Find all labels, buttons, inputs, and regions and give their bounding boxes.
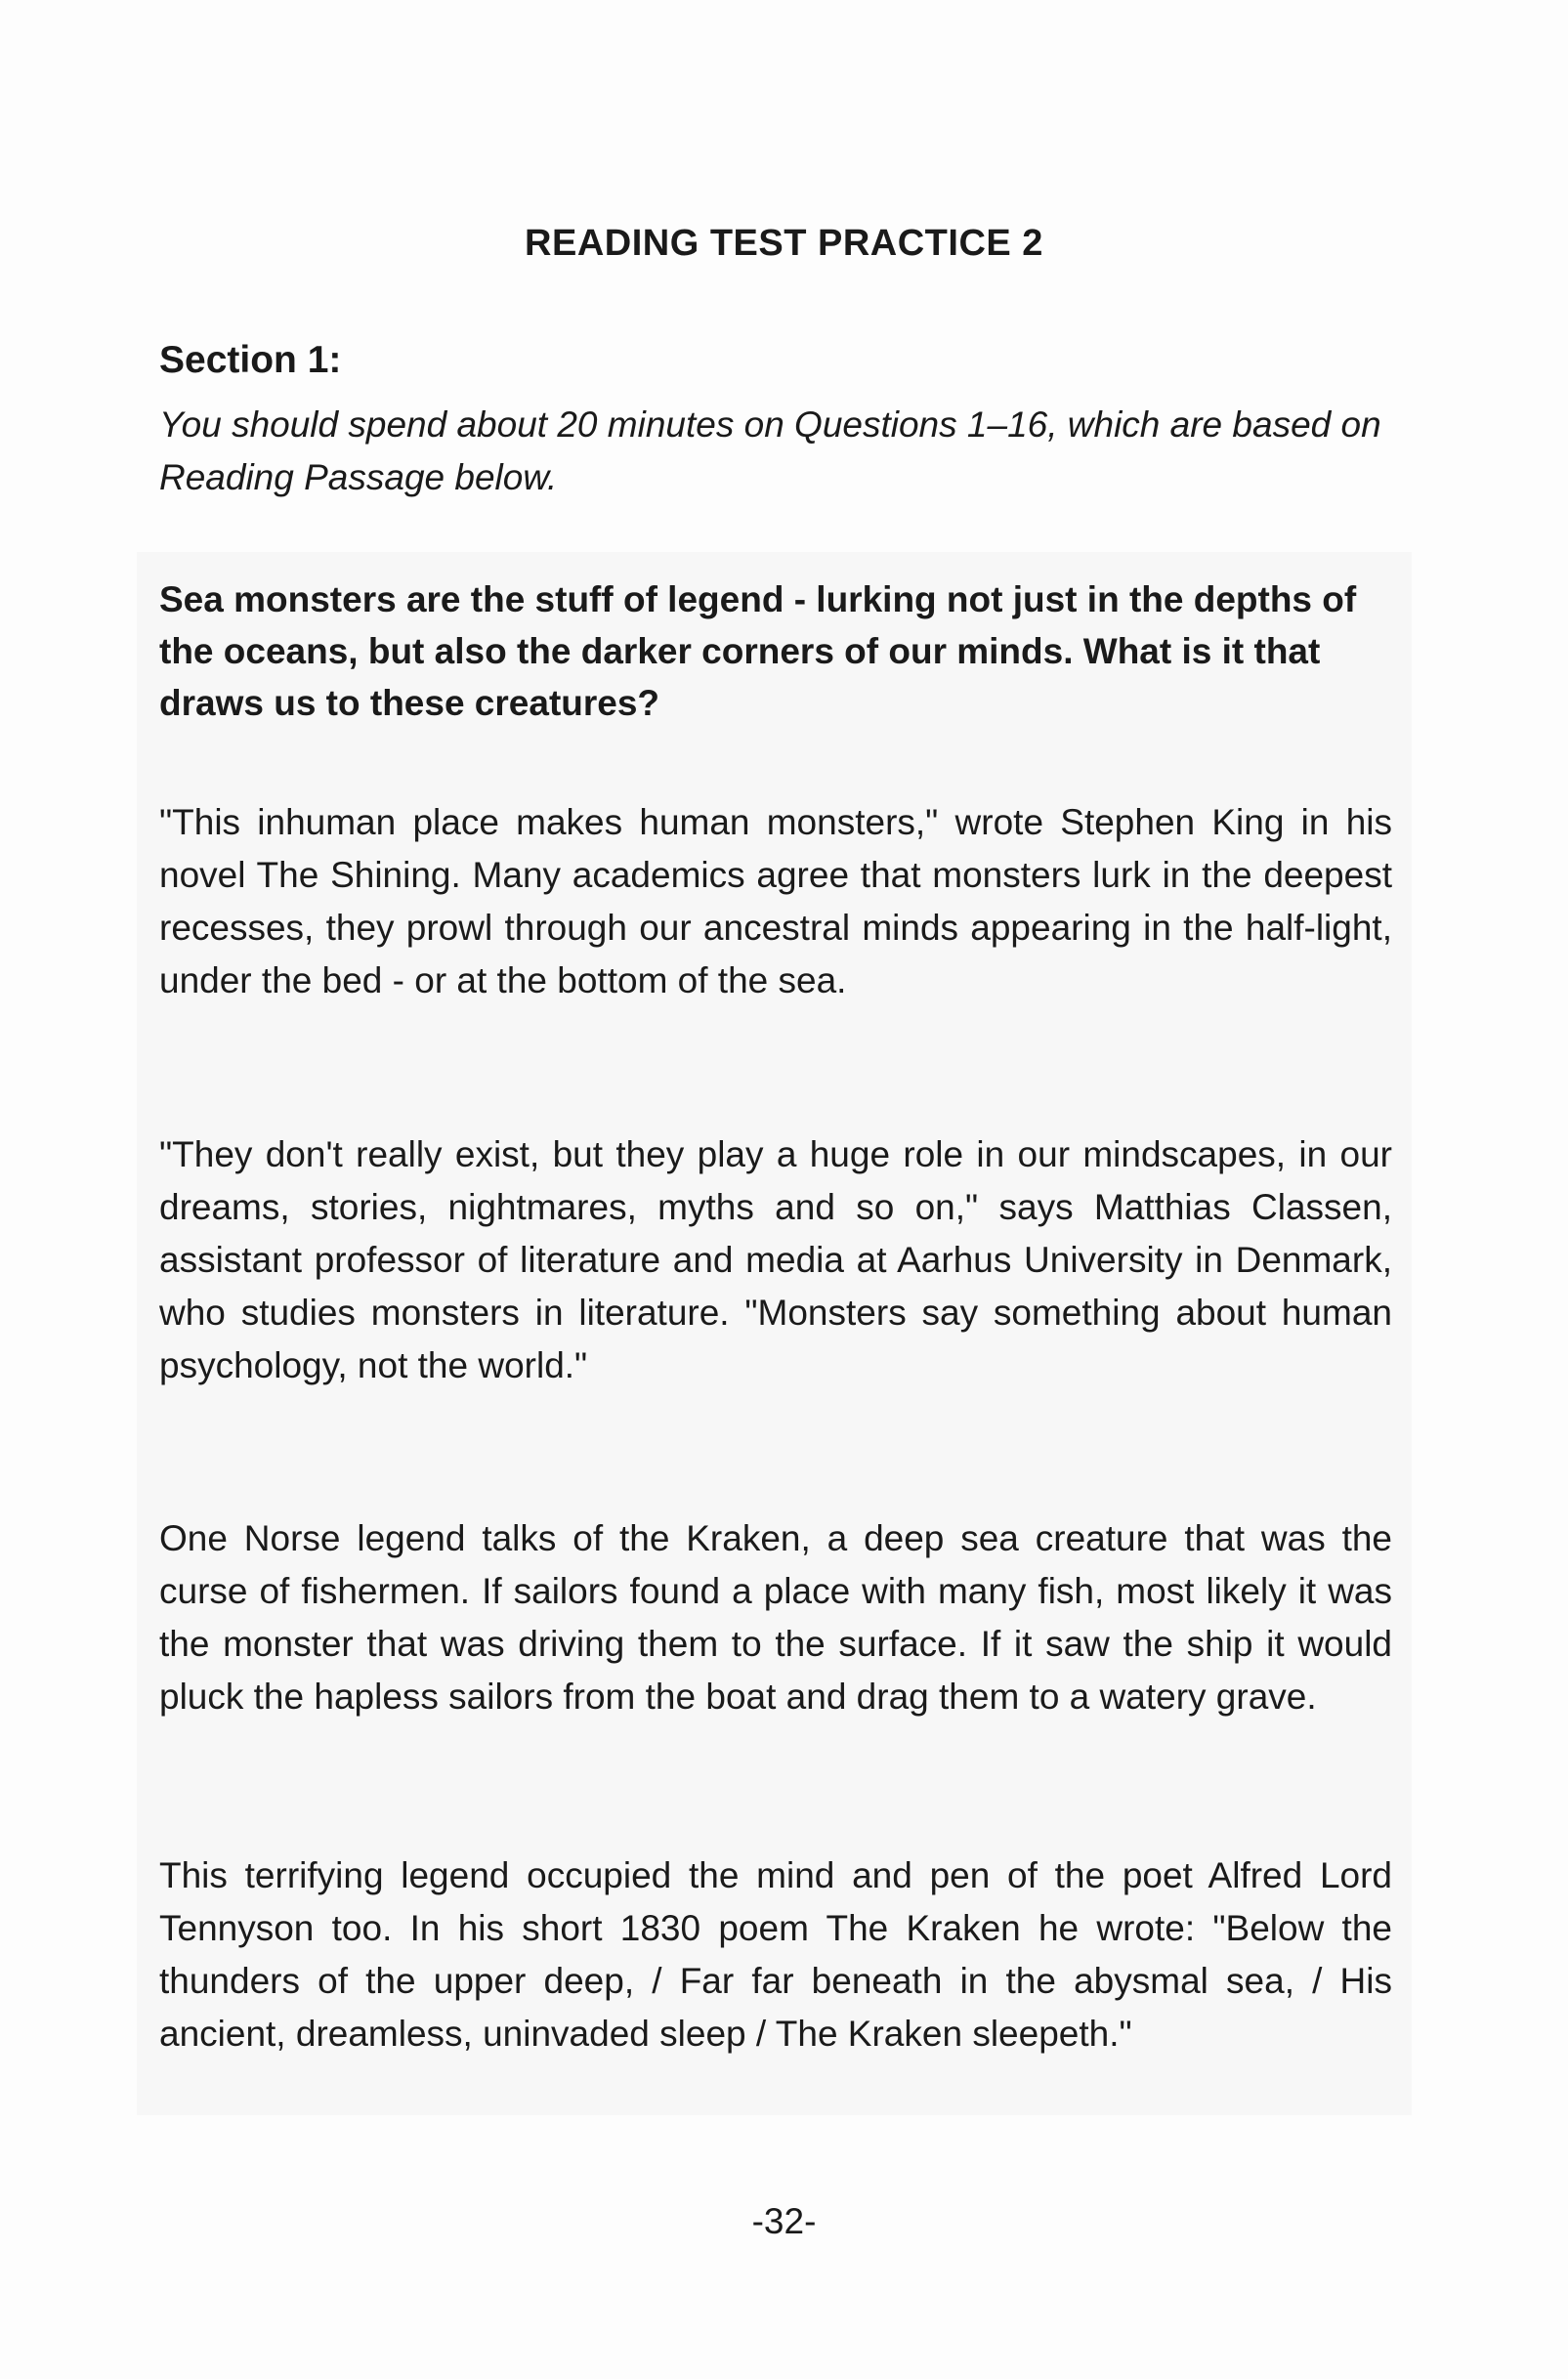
page-number: -32- [751, 2201, 817, 2241]
page-title: READING TEST PRACTICE 2 [525, 223, 1043, 264]
passage-paragraph-1: "This inhuman place makes human monsters," wrote Stephen King in his novel The Shining. Many academics agree that monsters lurk in the deepest recesses, they prowl through our ancestral minds appearing in the half-light, under the bed - or at the bottom of the sea. [159, 802, 1392, 1000]
section-label: Section 1: [159, 339, 342, 381]
passage-paragraph-3: One Norse legend talks of the Kraken, a deep sea creature that was the curse of fishermen. If sailors found a place with many fish, most likely it was the monster that was driving them to the surface. If it saw the ship it would pluck the hapless sailors from the boat and drag them to a watery grave. [159, 1518, 1392, 1717]
passage-paragraph-4: This terrifying legend occupied the mind and pen of the poet Alfred Lord Tennyson too. In his short 1830 poem The Kraken he wrote: "Below the thunders of the upper deep, / Far far beneath in the abysmal sea, / His ancient, dreamless, uninvaded sleep / The Kraken sleepeth." [159, 1855, 1392, 2054]
passage-intro: Sea monsters are the stuff of legend - lurking not just in the depths of the oceans, but also the darker corners of our minds. What is it that draws us to these creatures? [159, 579, 1357, 723]
passage-paragraph-2: "They don't really exist, but they play a huge role in our mindscapes, in our dreams, stories, nightmares, myths and so on," says Matthias Classen, assistant professor of literature and media at Aarhus University in Denmark, who studies monsters in literature. "Monsters say something about human psychology, not the world." [159, 1134, 1392, 1385]
section-instructions: You should spend about 20 minutes on Questions 1–16, which are based on Reading Passage below. [159, 404, 1381, 497]
